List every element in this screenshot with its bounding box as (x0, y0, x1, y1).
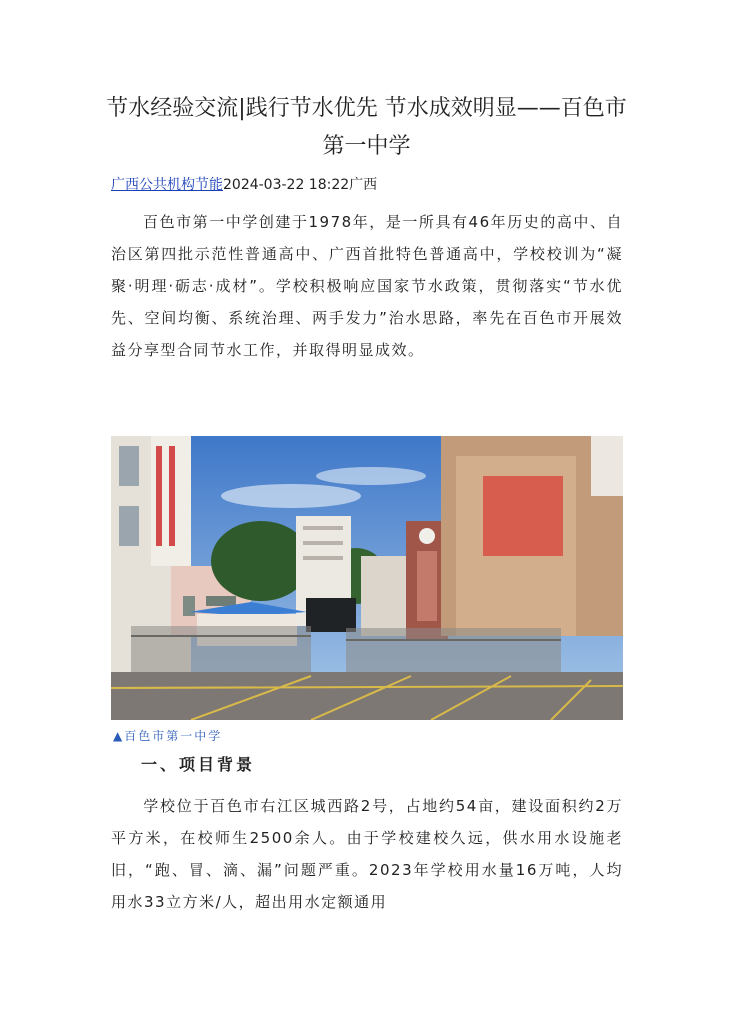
school-gate-photo (111, 436, 623, 720)
article-title: 节水经验交流|践行节水优先 节水成效明显——百色市第一中学 (106, 96, 627, 159)
section-heading: 一、项目背景 (141, 755, 256, 774)
intro-text: 百色市第一中学创建于1978年，是一所具有46年历史的高中、自治区第四批示范性普通高中、广西首批特色普通高中，学校校训为“凝聚·明理·砺志·成材”。学校积极响应国家节水政策，贯彻落实“节水优先、空间均衡、系统治理、两手发力”治水思路，率先在百色市开展效益分享型合同节水工作，并取得明显成效。 (111, 213, 623, 359)
timestamp-location: 2024-03-22 18:22广西 (223, 177, 378, 193)
source-link[interactable]: 广西公共机构节能 (111, 177, 223, 193)
article-meta (111, 174, 377, 194)
intro-paragraph (111, 206, 623, 366)
section-text: 学校位于百色市右江区城西路2号，占地约54亩，建设面积约2万平方米，在校师生2500余人。由于学校建校久远，供水用水设施老旧，“跑、冒、滴、漏”问题严重。2023年学校用水量16万吨，人均用水33立方米/人，超出用水定额通用 (111, 797, 623, 911)
section-paragraph (111, 790, 623, 918)
photo-caption: ▲百色市第一中学 (113, 729, 223, 743)
